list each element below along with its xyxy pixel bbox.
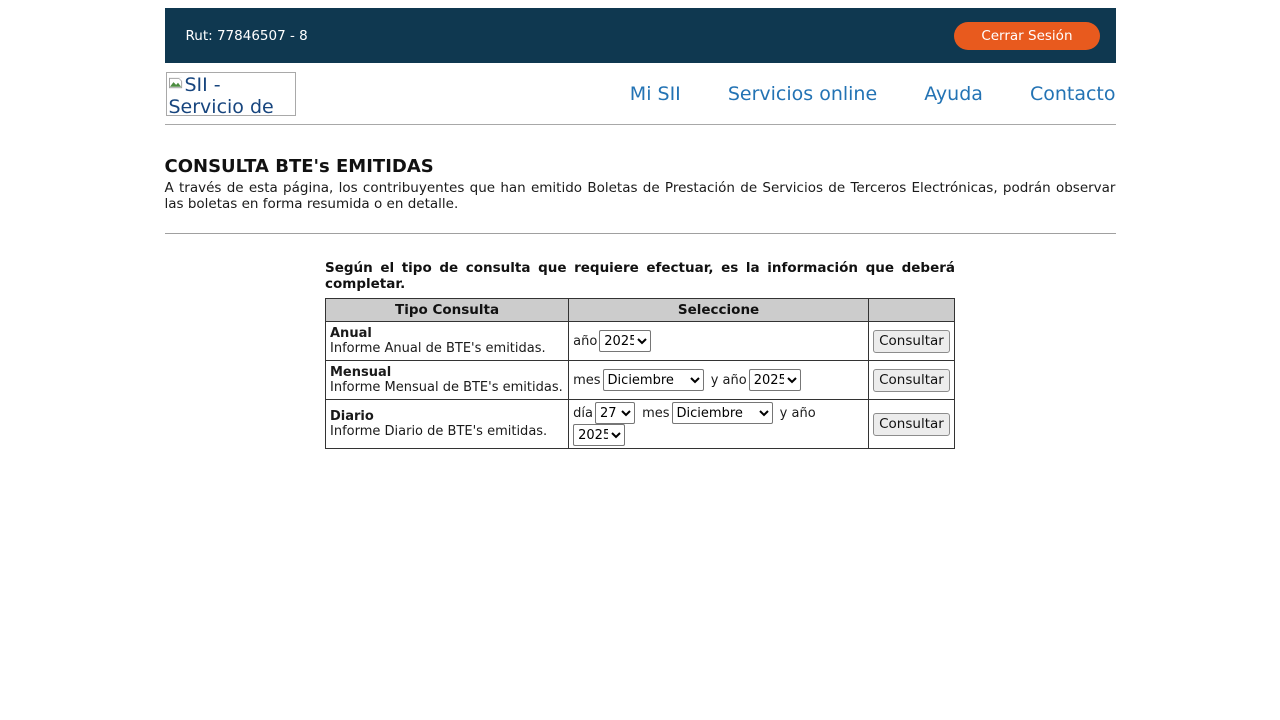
consulta-type-cell bbox=[326, 361, 569, 400]
page-description: A través de esta página, los contribuyentes que han emitido Boletas de Prestación de Servicios de Terceros Electrónicas, podrán observar las boletas en forma resumida o en detalle. bbox=[164, 180, 1116, 212]
consultar-mensual-button[interactable]: Consultar bbox=[873, 369, 950, 392]
action-cell bbox=[868, 400, 954, 449]
header-tipo-consulta: Tipo Consulta bbox=[326, 299, 569, 322]
nav-contacto[interactable]: Contacto bbox=[1029, 82, 1116, 105]
consulta-table bbox=[325, 298, 955, 449]
selection-cell bbox=[569, 400, 869, 449]
instruction-text: Según el tipo de consulta que requiere efectuar, es la información que deberá completar. bbox=[325, 260, 955, 292]
consultar-anual-button[interactable]: Consultar bbox=[873, 330, 950, 353]
header bbox=[165, 63, 1116, 125]
rut-label: Rut: 77846507 - 8 bbox=[185, 27, 308, 44]
row-title: Mensual bbox=[330, 365, 392, 380]
nav-ayuda[interactable]: Ayuda bbox=[924, 82, 983, 105]
page-container bbox=[165, 0, 1116, 449]
table-row-anual bbox=[326, 322, 955, 361]
diario-day-label: día bbox=[573, 405, 593, 421]
anual-year-label: año bbox=[573, 333, 598, 349]
mensual-month-select[interactable] bbox=[603, 369, 704, 391]
table-header-row bbox=[326, 299, 955, 322]
main-nav bbox=[589, 83, 1116, 105]
broken-image-icon bbox=[169, 74, 185, 96]
row-title: Diario bbox=[330, 409, 374, 424]
anual-year-select[interactable] bbox=[599, 330, 651, 352]
row-description: Informe Diario de BTE's emitidas. bbox=[330, 424, 548, 439]
diario-day-select[interactable] bbox=[595, 402, 635, 424]
divider bbox=[165, 233, 1116, 234]
mensual-year-label: y año bbox=[710, 372, 747, 388]
selection-cell bbox=[569, 322, 869, 361]
page-title: CONSULTA BTE's EMITIDAS bbox=[164, 156, 434, 177]
header-seleccione: Seleccione bbox=[569, 299, 869, 322]
session-bar bbox=[165, 8, 1116, 63]
action-cell bbox=[868, 322, 954, 361]
nav-mi-sii[interactable]: Mi SII bbox=[629, 82, 681, 105]
logo-alt-text: SII - Servicio de bbox=[168, 73, 274, 116]
consulta-type-cell bbox=[326, 322, 569, 361]
header-empty bbox=[868, 299, 954, 322]
sii-logo[interactable] bbox=[166, 72, 296, 116]
row-description: Informe Anual de BTE's emitidas. bbox=[330, 341, 546, 356]
logout-button[interactable]: Cerrar Sesión bbox=[954, 22, 1099, 50]
mensual-month-label: mes bbox=[573, 372, 601, 388]
diario-month-select[interactable] bbox=[672, 402, 773, 424]
consulta-section bbox=[325, 260, 955, 449]
nav-servicios-online[interactable]: Servicios online bbox=[727, 82, 878, 105]
row-description: Informe Mensual de BTE's emitidas. bbox=[330, 380, 563, 395]
selection-cell bbox=[569, 361, 869, 400]
consulta-type-cell bbox=[326, 400, 569, 449]
diario-year-label: y año bbox=[779, 405, 816, 421]
table-row-diario bbox=[326, 400, 955, 449]
mensual-year-select[interactable] bbox=[749, 369, 801, 391]
diario-month-label: mes bbox=[642, 405, 670, 421]
row-title: Anual bbox=[330, 326, 372, 341]
action-cell bbox=[868, 361, 954, 400]
consultar-diario-button[interactable]: Consultar bbox=[873, 413, 950, 436]
diario-year-select[interactable] bbox=[573, 424, 625, 446]
table-row-mensual bbox=[326, 361, 955, 400]
